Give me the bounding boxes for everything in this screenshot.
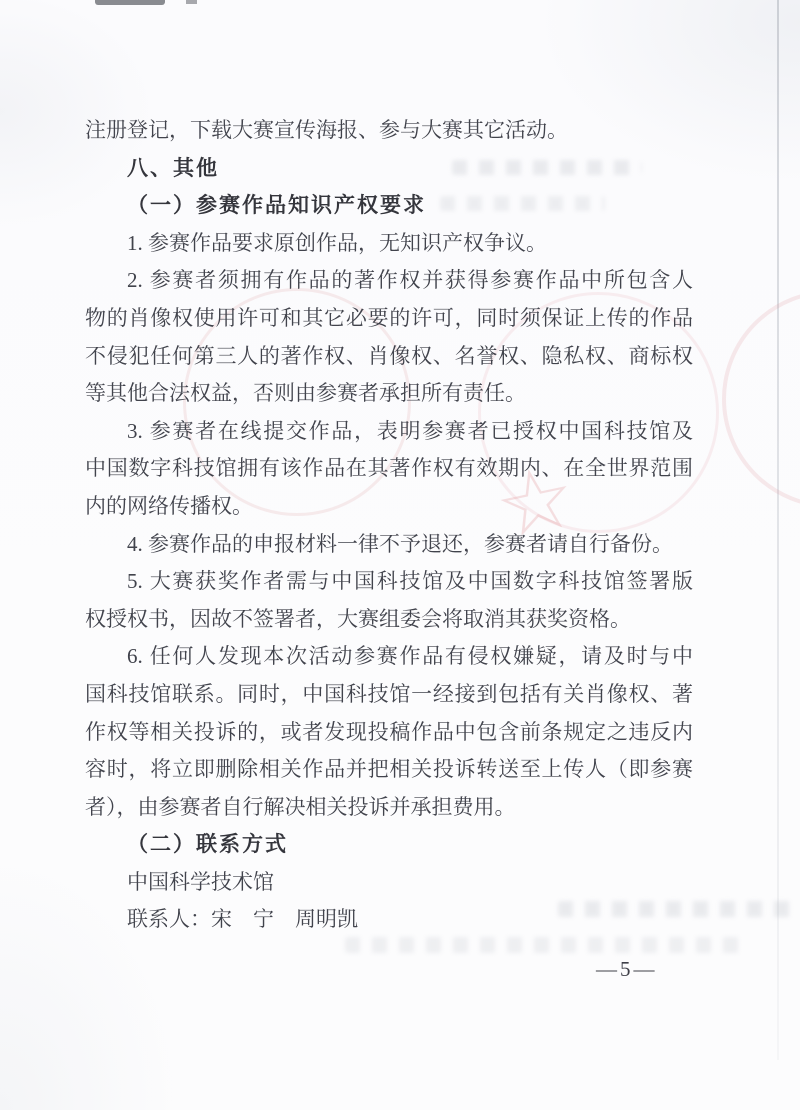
- text-line: 中国数字科技馆拥有该作品在其著作权有效期内、在全世界范围: [85, 456, 693, 481]
- text-line: 国科技馆联系。同时，中国科技馆一经接到包括有关肖像权、著: [85, 681, 693, 706]
- text-line: 6. 任何人发现本次活动参赛作品有侵权嫌疑，请及时与中: [127, 644, 693, 669]
- text-line: 4. 参赛作品的申报材料一律不予退还，参赛者请自行备份。: [127, 531, 673, 556]
- text-line: 容时，将立即删除相关作品并把相关投诉转送至上传人（即参赛: [85, 757, 693, 782]
- text-line: 八、其他: [127, 156, 219, 180]
- text-line: 物的肖像权使用许可和其它必要的许可，同时须保证上传的作品: [85, 305, 693, 330]
- text-line: 者），由参赛者自行解决相关投诉并承担费用。: [85, 794, 516, 819]
- scan-artifact-strip: [95, 0, 165, 5]
- text-line: 中国科学技术馆: [127, 869, 274, 894]
- document-body: [85, 112, 693, 939]
- text-line: 作权等相关投诉的，或者发现投稿作品中包含前条规定之违反内: [85, 719, 693, 744]
- text-line: 内的网络传播权。: [85, 493, 253, 518]
- text-line: 2. 参赛者须拥有作品的著作权并获得参赛作品中所包含人: [127, 268, 693, 293]
- scan-artifact-strip: [186, 0, 197, 4]
- red-seal-ring-edge: [722, 290, 800, 508]
- text-line: 不侵犯任何第三人的著作权、肖像权、名誉权、隐私权、商标权: [85, 343, 693, 368]
- bleedthrough-mark: [345, 937, 745, 953]
- page-number: —5—: [596, 957, 658, 981]
- text-line: 1. 参赛作品要求原创作品，无知识产权争议。: [127, 230, 547, 255]
- text-line: 5. 大赛获奖作者需与中国科技馆及中国数字科技馆签署版: [127, 569, 693, 594]
- text-line: （一）参赛作品知识产权要求: [127, 194, 426, 218]
- text-line: 权授权书，因故不签署者，大赛组委会将取消其获奖资格。: [85, 606, 631, 631]
- text-line: （二）联系方式: [127, 833, 288, 857]
- seal-star-icon: ☆: [486, 442, 585, 561]
- text-line: 3. 参赛者在线提交作品，表明参赛者已授权中国科技馆及: [127, 418, 693, 443]
- text-line: 联系人：宋 宁 周明凯: [127, 907, 358, 932]
- text-line: 等其他合法权益，否则由参赛者承担所有责任。: [85, 381, 526, 406]
- text-line: 注册登记，下载大赛宣传海报、参与大赛其它活动。: [85, 118, 568, 142]
